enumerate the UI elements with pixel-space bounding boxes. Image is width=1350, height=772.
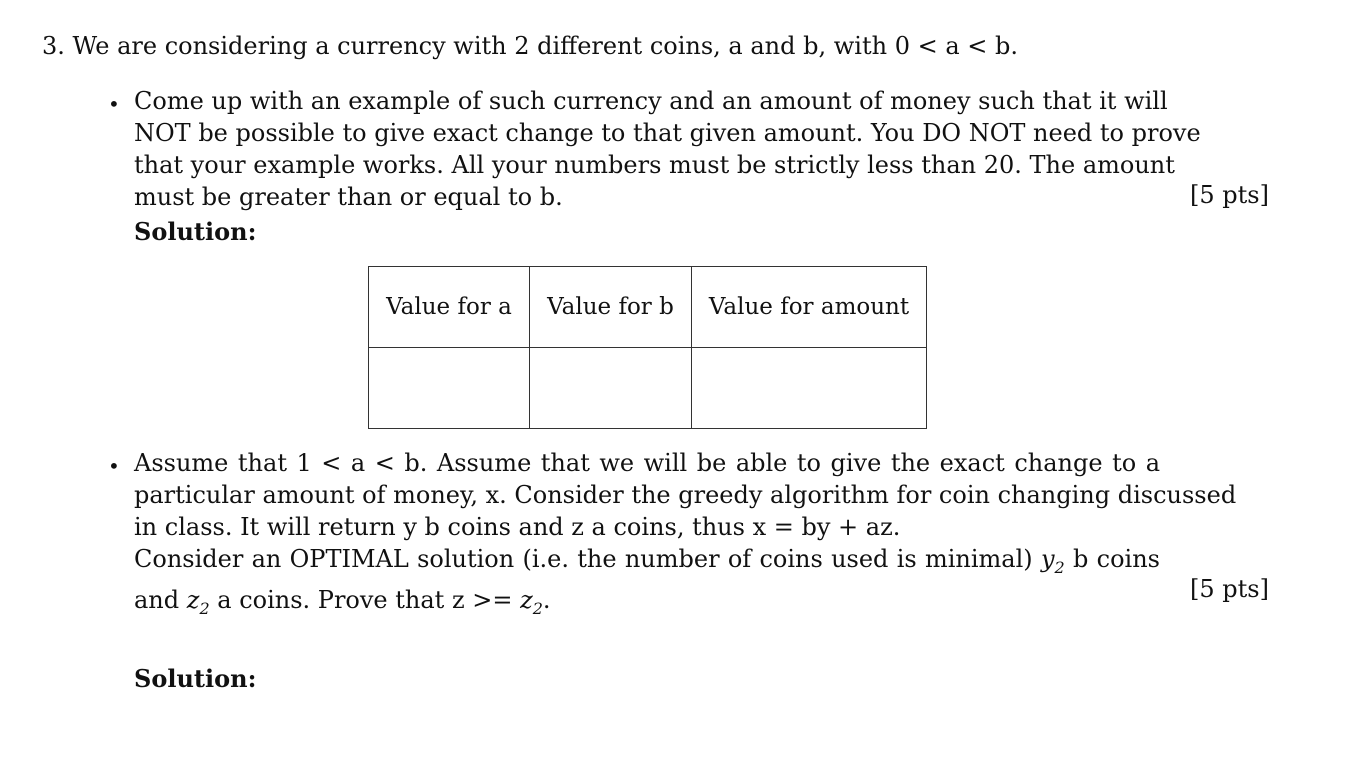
bullet-icon: •: [108, 454, 120, 478]
part2-line: particular amount of money, x. Consider the greedy algorithm for coin changing discussed: [134, 481, 1237, 509]
part1-text: [134, 85, 1201, 213]
cell-value-b[interactable]: [530, 348, 692, 429]
line4-text-b: b coins: [1073, 545, 1160, 573]
line4-text-a: Consider an OPTIMAL solution (i.e. the number of coins used is minimal): [134, 545, 1033, 573]
header-value-amount: Value for amount: [692, 267, 927, 348]
part2-line: [134, 584, 1160, 625]
part2-line: Assume that 1 < a < b. Assume that we will be able to give the exact change to a: [134, 449, 1160, 477]
header-value-b: Value for b: [530, 267, 692, 348]
part2-points: [5 pts]: [1190, 575, 1269, 603]
part1-line: NOT be possible to give exact change to that given amount. You DO NOT need to prove: [134, 119, 1201, 147]
cell-value-amount[interactable]: [692, 348, 927, 429]
var-y2: $y_2$: [1040, 545, 1065, 577]
cell-value-a[interactable]: [369, 348, 530, 429]
line5-text-b: a coins. Prove that z >=: [217, 585, 513, 614]
part2-line: in class. It will return y b coins and z a coins, thus x = by + az.: [134, 513, 901, 541]
var-z2: $z_2$: [520, 585, 543, 618]
question-heading: [42, 32, 1018, 60]
answer-table: [368, 266, 927, 429]
line5-text-c: .: [542, 585, 551, 614]
part1-line: must be greater than or equal to b.: [134, 183, 563, 211]
part2-line: [134, 543, 1160, 584]
line5-text-a: and: [134, 585, 180, 614]
table-header-row: [369, 267, 927, 348]
table-row: [369, 348, 927, 429]
part1-line: that your example works. All your numbers must be strictly less than 20. The amount: [134, 151, 1175, 179]
bullet-icon: •: [108, 92, 120, 116]
part1-solution-label: Solution:: [134, 217, 257, 246]
part1-points: [5 pts]: [1190, 181, 1269, 209]
var-z2: $z_2$: [186, 585, 210, 618]
question-title: We are considering a currency with 2 different coins, a and b, with 0 < a < b.: [72, 32, 1018, 60]
part1-line: Come up with an example of such currency and an amount of money such that it will: [134, 87, 1168, 115]
question-number: 3.: [42, 32, 65, 60]
part2-solution-label: Solution:: [134, 664, 257, 693]
header-value-a: Value for a: [369, 267, 530, 348]
